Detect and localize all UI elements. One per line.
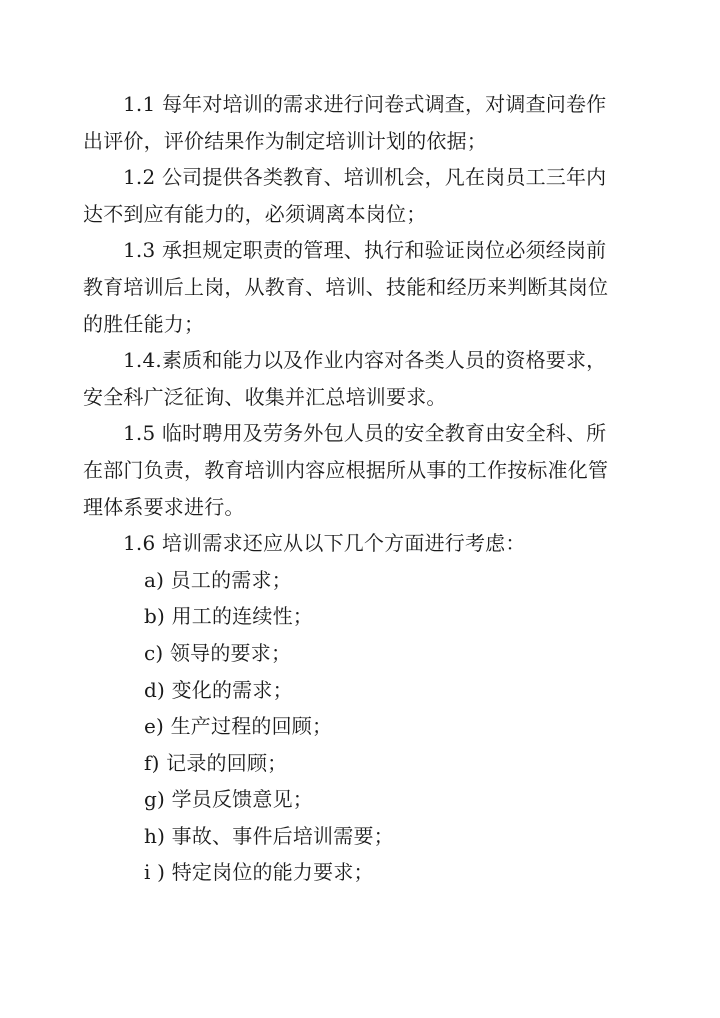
text-line: 达不到应有能力的，必须调离本岗位； [83,201,427,226]
paragraph-1-2 [83,159,643,232]
text-line: 1.6 培训需求还应从以下几个方面进行考虑： [123,531,526,556]
paragraph-1-5 [83,415,643,525]
list-item-a: a) 员工的需求； [144,567,292,592]
list-item-b: b) 用工的连续性； [144,604,313,629]
text-line: 在部门负责，教育培训内容应根据所从事的工作按标准化管 [83,457,609,482]
text-line: 1.2 公司提供各类教育、培训机会，凡在岗员工三年内 [123,165,607,190]
list-item-h: h) 事故、事件后培训需要； [144,823,394,848]
text-line: 1.5 临时聘用及劳务外包人员的安全教育由安全科、所 [123,421,607,446]
list-item-e: e) 生产过程的回顾； [144,714,333,739]
text-line: 1.3 承担规定职责的管理、执行和验证岗位必须经岗前 [123,238,607,263]
list-item-c: c) 领导的要求； [144,640,292,665]
paragraph-1-4 [83,342,643,415]
text-line: 理体系要求进行。 [83,494,245,519]
paragraph-1-6 [83,525,643,562]
paragraph-1-3 [83,232,643,342]
document-body [83,86,643,891]
paragraph-1-1 [83,86,643,159]
list-item-i: i ) 特定岗位的能力要求； [144,860,374,885]
text-line: 1.1 每年对培训的需求进行问卷式调查，对调查问卷作 [123,92,607,116]
list-item-g: g) 学员反馈意见； [144,787,313,812]
text-line: 的胜任能力； [83,311,205,336]
text-line: 出评价，评价结果作为制定培训计划的依据； [83,128,487,153]
text-line: 1.4.素质和能力以及作业内容对各类人员的资格要求， [123,348,607,373]
list-item-f: f) 记录的回顾； [144,750,288,775]
text-line: 安全科广泛征询、收集并汇总培训要求。 [83,384,447,409]
text-line: 教育培训后上岗，从教育、培训、技能和经历来判断其岗位 [83,274,609,299]
list-item-d: d) 变化的需求； [144,677,293,702]
